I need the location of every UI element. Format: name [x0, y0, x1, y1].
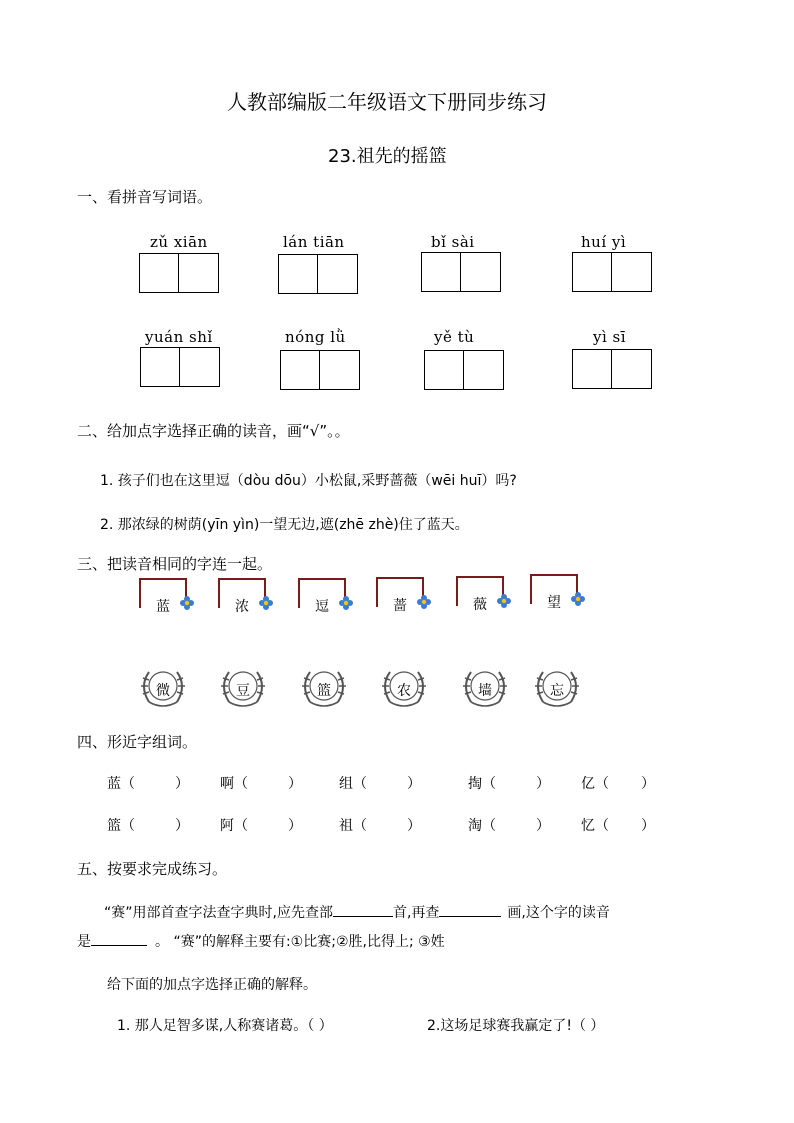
word-item: 篮（: [107, 818, 135, 834]
flower-icon: [497, 594, 511, 608]
flower-icon: [259, 596, 273, 610]
match-char: 逗: [315, 599, 329, 615]
match-char: 篮: [317, 683, 331, 699]
section-5-heading: 五、按要求完成练习。: [77, 860, 228, 878]
word-item: 蓝（: [107, 776, 135, 792]
match-tile[interactable]: [218, 578, 266, 615]
word-item-close: ）: [641, 776, 655, 792]
match-tile[interactable]: [139, 578, 187, 615]
word-item-close: ）: [288, 776, 302, 792]
pinyin-label: bǐ sài: [431, 233, 475, 251]
match-tile[interactable]: [530, 574, 578, 611]
pinyin-label: yě tù: [434, 328, 475, 346]
pinyin-label: yuán shǐ: [145, 328, 213, 346]
pinyin-label: zǔ xiān: [150, 233, 208, 251]
writing-box-pair[interactable]: [421, 252, 501, 292]
word-item: 掏（: [468, 776, 496, 792]
exercise-line-3: 给下面的加点字选择正确的解释。: [107, 977, 317, 993]
match-wreath[interactable]: [135, 662, 191, 712]
page-subtitle: 23.祖先的摇篮: [328, 146, 447, 167]
exercise-text: 。 “赛”的解释主要有:①比赛;②胜,比得上; ③姓: [155, 934, 445, 950]
match-wreath[interactable]: [296, 662, 352, 712]
exercise-line-4b: 2.这场足球赛我赢定了!（ ）: [427, 1018, 605, 1034]
match-char: 微: [156, 683, 170, 699]
answer-blank[interactable]: [439, 902, 501, 917]
match-wreath[interactable]: [376, 662, 432, 712]
writing-box-pair[interactable]: [139, 253, 219, 293]
match-wreath[interactable]: [457, 662, 513, 712]
match-char: 蔷: [393, 598, 407, 614]
flower-icon: [339, 596, 353, 610]
word-item: 亿（: [581, 776, 609, 792]
match-char: 浓: [235, 599, 249, 615]
word-item: 祖（: [339, 818, 367, 834]
pinyin-label: yì sī: [593, 328, 627, 346]
pinyin-label: huí yì: [581, 233, 627, 251]
word-item: 淘（: [468, 818, 496, 834]
writing-box-pair[interactable]: [278, 254, 358, 294]
pinyin-label: lán tiān: [283, 233, 345, 251]
match-char: 豆: [236, 683, 250, 699]
exercise-line-2: [77, 931, 445, 951]
flower-icon: [180, 596, 194, 610]
word-item-close: ）: [407, 776, 421, 792]
match-wreath[interactable]: [215, 662, 271, 712]
writing-box-pair[interactable]: [572, 252, 652, 292]
word-item: 啊（: [220, 776, 248, 792]
pinyin-label: nóng lǜ: [285, 328, 346, 346]
section-3-heading: 三、把读音相同的字连一起。: [77, 555, 273, 573]
word-item-close: ）: [536, 818, 550, 834]
word-item-close: ）: [536, 776, 550, 792]
word-item: 组（: [339, 776, 367, 792]
word-item-close: ）: [641, 818, 655, 834]
question-2: 2. 那浓绿的树荫(yīn yìn)一望无边,遮(zhē zhè)住了蓝天。: [100, 517, 469, 533]
exercise-line-1: [104, 902, 610, 922]
word-item-close: ）: [288, 818, 302, 834]
match-char: 忘: [550, 683, 564, 699]
flower-icon: [571, 592, 585, 606]
match-char: 薇: [473, 597, 487, 613]
word-item: 忆（: [581, 818, 609, 834]
flower-icon: [417, 595, 431, 609]
match-tile[interactable]: [456, 576, 504, 613]
match-char: 农: [397, 683, 411, 699]
match-tile[interactable]: [298, 578, 346, 615]
match-char: 望: [547, 595, 561, 611]
word-item-close: ）: [175, 818, 189, 834]
word-item-close: ）: [175, 776, 189, 792]
page-title: 人教部编版二年级语文下册同步练习: [227, 90, 547, 114]
exercise-text: 是: [77, 934, 91, 950]
exercise-text: 首,再查: [392, 905, 440, 921]
match-char: 墙: [478, 683, 492, 699]
answer-blank[interactable]: [91, 931, 147, 946]
exercise-text: “赛”用部首查字法查字典时,应先查部: [104, 905, 333, 921]
match-char: 蓝: [156, 599, 170, 615]
writing-box-pair[interactable]: [140, 347, 220, 387]
section-2-heading: 二、给加点字选择正确的读音，画“√”。。: [77, 422, 350, 440]
word-item-close: ）: [407, 818, 421, 834]
writing-box-pair[interactable]: [424, 350, 504, 390]
question-1: 1. 孩子们也在这里逗（dòu dōu）小松鼠,采野蔷薇（wēi huī）吗?: [100, 473, 517, 489]
section-4-heading: 四、形近字组词。: [77, 733, 198, 751]
writing-box-pair[interactable]: [572, 349, 652, 389]
word-item: 阿（: [220, 818, 248, 834]
section-1-heading: 一、看拼音写词语。: [77, 188, 213, 206]
match-tile[interactable]: [376, 577, 424, 614]
writing-box-pair[interactable]: [280, 350, 360, 390]
exercise-text: 画,这个字的读音: [507, 905, 610, 921]
exercise-line-4a: 1. 那人足智多谋,人称赛诸葛。（ ）: [117, 1018, 333, 1034]
match-wreath[interactable]: [529, 662, 585, 712]
answer-blank[interactable]: [333, 902, 393, 917]
